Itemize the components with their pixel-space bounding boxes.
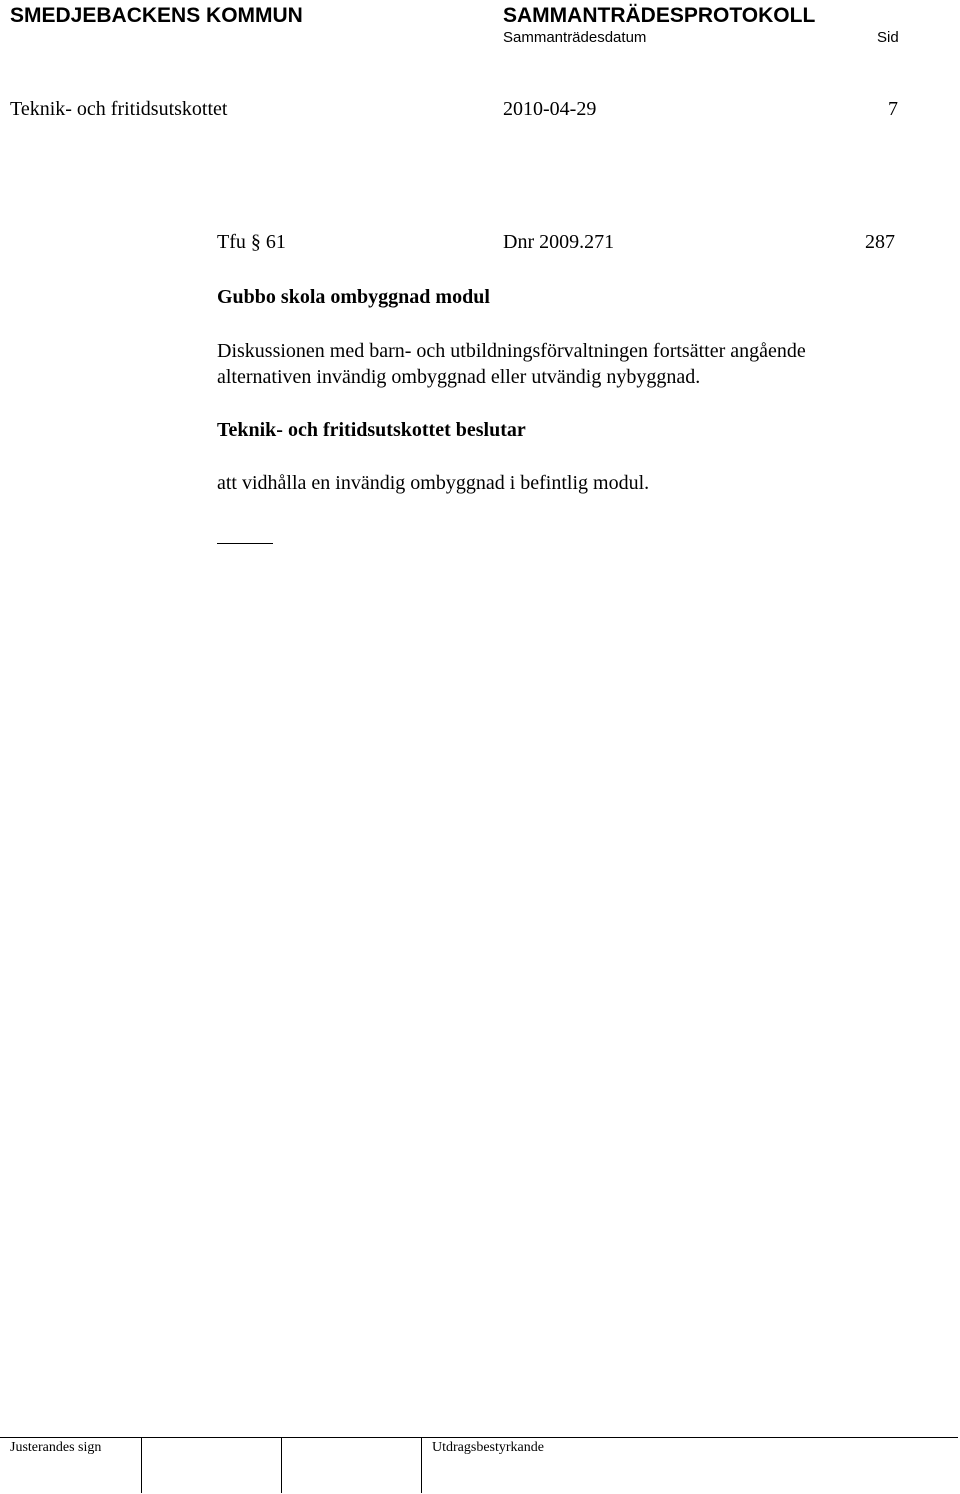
- footer-divider-2: [281, 1437, 282, 1493]
- sign-label: Justerandes sign: [10, 1440, 102, 1455]
- extract-label: Utdragsbestyrkande: [432, 1440, 544, 1455]
- date-label: Sammanträdesdatum: [503, 29, 647, 46]
- document-type: SAMMANTRÄDESPROTOKOLL: [503, 4, 816, 27]
- footer-divider-1: [141, 1437, 142, 1493]
- org-name: SMEDJEBACKENS KOMMUN: [10, 4, 303, 27]
- page-label: Sid: [877, 29, 899, 46]
- item-title: Gubbo skola ombyggnad modul: [217, 286, 490, 308]
- footer-top-rule: [0, 1437, 958, 1438]
- decision-text: att vidhålla en invändig ombyggnad i befintlig modul.: [217, 472, 650, 494]
- section-number: Tfu § 61: [217, 231, 286, 253]
- diary-number: Dnr 2009.271: [503, 231, 615, 253]
- body-line-2: alternativen invändig ombyggnad eller utvändig nybyggnad.: [217, 366, 701, 388]
- decision-heading: Teknik- och fritidsutskottet beslutar: [217, 419, 526, 441]
- committee-name: Teknik- och fritidsutskottet: [10, 98, 228, 120]
- item-code: 287: [865, 231, 895, 253]
- page-number: 7: [888, 98, 898, 120]
- meeting-date: 2010-04-29: [503, 98, 597, 120]
- body-line-1: Diskussionen med barn- och utbildningsförvaltningen fortsätter angående: [217, 340, 806, 362]
- end-rule: [217, 543, 273, 544]
- footer-divider-3: [421, 1437, 422, 1493]
